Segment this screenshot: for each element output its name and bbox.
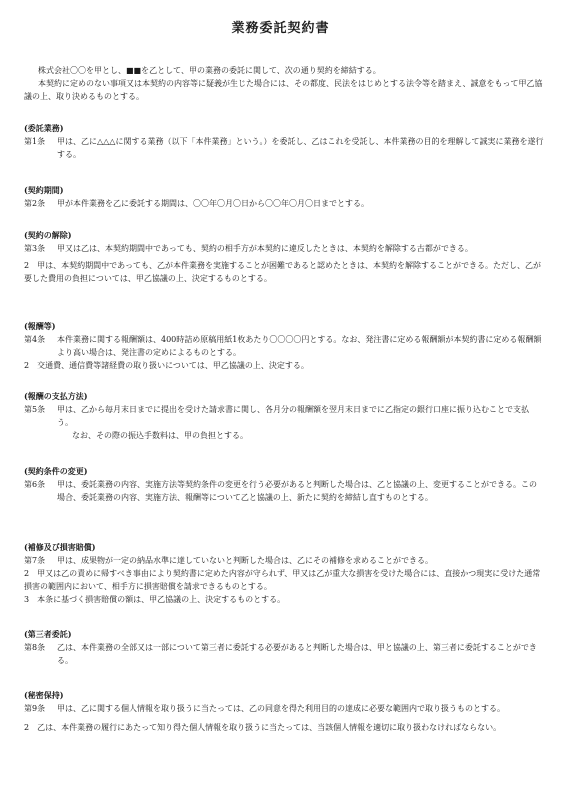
article-body bbox=[24, 197, 544, 210]
section-5 bbox=[24, 390, 544, 442]
section-4 bbox=[24, 320, 544, 372]
article-body bbox=[24, 242, 544, 255]
section-heading: (報酬等) bbox=[24, 321, 56, 331]
article-number: 第5条 bbox=[24, 405, 46, 414]
article-text: 甲は、乙に関する個人情報を取り扱うに当たっては、乙の同意を得た利用目的の達成に必要な範囲内で取り扱うものとする。 bbox=[57, 704, 505, 713]
section-heading: (契約期間) bbox=[24, 185, 64, 195]
article-number: 第6条 bbox=[24, 480, 46, 489]
article-text: 甲は、成果物が一定の納品水準に達していないと判断した場合は、乙にその補修を求めることができる。 bbox=[57, 556, 433, 565]
section-8 bbox=[24, 628, 544, 667]
article-text: 甲は、乙から毎月末日までに提出を受けた請求書に関し、各月分の報酬額を翌月末日までに乙指定の銀行口座に振り込むことで支払う。 bbox=[57, 405, 529, 427]
article-number: 第1条 bbox=[24, 137, 46, 146]
article-paragraph: 3 本条に基づく損害賠償の額は、甲乙協議の上、決定するものとする。 bbox=[24, 595, 286, 604]
section-heading: (委託業務) bbox=[24, 123, 64, 133]
article-number: 第9条 bbox=[24, 704, 46, 713]
section-1 bbox=[24, 122, 544, 161]
article-number: 第2条 bbox=[24, 199, 46, 208]
article-body bbox=[24, 135, 544, 161]
section-heading: (契約条件の変更) bbox=[24, 466, 88, 476]
intro-block bbox=[24, 64, 544, 103]
section-heading: (報酬の支払方法) bbox=[24, 391, 88, 401]
article-body bbox=[24, 554, 544, 567]
intro-line-1: 株式会社〇〇を甲とし、■■を乙として、甲の業務の委託に関して、次の通り契約を締結する。 bbox=[38, 66, 381, 75]
section-9 bbox=[24, 689, 544, 734]
article-body bbox=[24, 478, 544, 504]
section-heading: (契約の解除) bbox=[24, 230, 72, 240]
article-body bbox=[24, 702, 544, 715]
article-body bbox=[24, 333, 544, 359]
article-paragraph: 2 乙は、本件業務の履行にあたって知り得た個人情報を取り扱うに当たっては、当該個人情報を適切に取り扱わなければならない。 bbox=[24, 723, 502, 732]
section-7 bbox=[24, 541, 544, 606]
article-number: 第8条 bbox=[24, 643, 46, 652]
intro-line-2: 本契約に定めのない事項又は本契約の内容等に疑義が生じた場合には、その都度、民法をはじめとする法令等を踏まえ、誠意をもって甲乙協議の上、取り決めるものとする。 bbox=[24, 79, 543, 101]
section-6 bbox=[24, 465, 544, 504]
article-text: 甲は、乙に△△△に関する業務（以下「本件業務」という。）を委託し、乙はこれを受託し、本件業務の目的を理解して誠実に業務を遂行する。 bbox=[57, 137, 544, 159]
article-text: 乙は、本件業務の全部又は一部について第三者に委託する必要があると判断した場合は、甲と協議の上、第三者に委託することができる。 bbox=[57, 643, 537, 665]
article-text: 甲は、委託業務の内容、実施方法等契約条件の変更を行う必要があると判断した場合は、乙と協議の上、変更することができる。この場合、委託業務の内容、実施方法、報酬等について乙と協議の上、新たに契約を締結し直すものとする。 bbox=[57, 480, 537, 502]
article-body bbox=[24, 403, 544, 429]
section-heading: (補修及び損害賠償) bbox=[24, 542, 96, 552]
document-title: 業務委託契約書 bbox=[231, 21, 330, 36]
article-number: 第3条 bbox=[24, 244, 46, 253]
article-paragraph: 2 交通費、通信費等諸経費の取り扱いについては、甲乙協議の上、決定する。 bbox=[24, 361, 309, 370]
article-number: 第7条 bbox=[24, 556, 46, 565]
article-paragraph: 2 甲は、本契約期間中であっても、乙が本件業務を実施することが困難であると認めたときは、本契約を解除することができる。ただし、乙が要した費用の負担については、甲乙協議の上、決定するものとする。 bbox=[24, 261, 542, 283]
section-heading: (第三者委託) bbox=[24, 629, 72, 639]
section-3 bbox=[24, 229, 544, 285]
article-text: 本件業務に関する報酬額は、400時詰め原稿用紙1枚あたり〇〇〇〇円とする。なお、発注書に定める報酬額が本契約書に定める報酬額より高い場合は、発注書の定めによるものとする。 bbox=[57, 335, 542, 357]
article-body bbox=[24, 641, 544, 667]
article-text: 甲が本件業務を乙に委託する期間は、〇〇年〇月〇日から〇〇年〇月〇日までとする。 bbox=[57, 199, 369, 208]
article-text: 甲又は乙は、本契約期間中であっても、契約の相手方が本契約に違反したときは、本契約を解除する古都ができる。 bbox=[57, 244, 473, 253]
section-heading: (秘密保持) bbox=[24, 690, 64, 700]
section-2 bbox=[24, 184, 544, 210]
article-number: 第4条 bbox=[24, 335, 46, 344]
article-continuation: なお、その際の振込手数料は、甲の負担とする。 bbox=[72, 431, 248, 440]
article-paragraph: 2 甲又は乙の責めに帰すべき事由により契約書に定めた内容が守られず、甲又は乙が重大な損害を受けた場合には、直接かつ現実に受けた通常損害の範囲内において、相手方に損害賠償を請求できるものとする。 bbox=[24, 569, 541, 591]
